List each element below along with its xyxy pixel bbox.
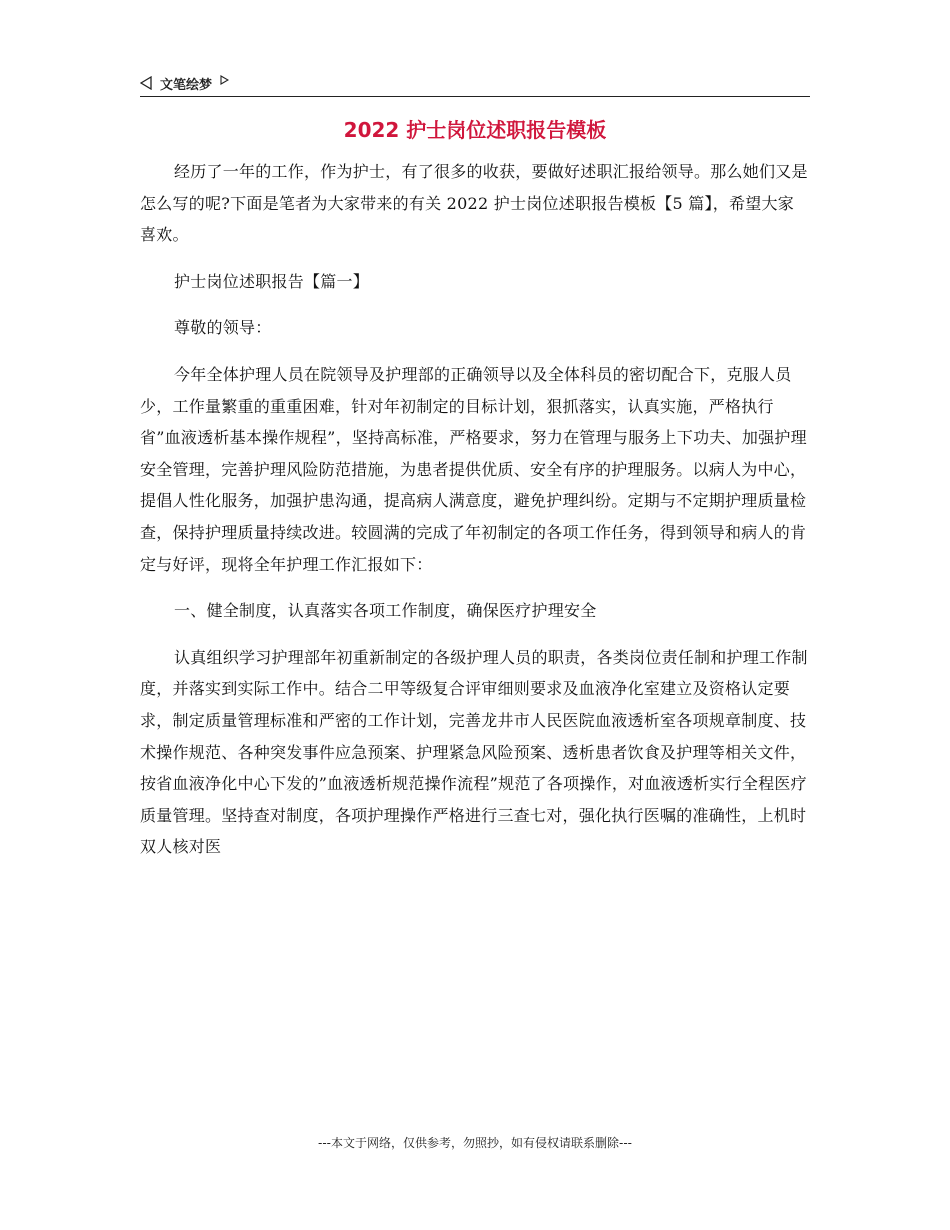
body-paragraph: 认真组织学习护理部年初重新制定的各级护理人员的职责，各类岗位责任制和护理工作制度，并落实到实际工作中。结合二甲等级复合评审细则要求及血液净化室建立及资格认定要求，制定质量管理标准和严密的工作计划，完善龙井市人民医院血液透析室各项规章制度、技术操作规范、各种突发事件应急预案、护理紧急风险预案、透析患者饮食及护理等相关文件，按省血液净化中心下发的”血液透析规范操作流程”规范了各项操作，对血液透析实行全程医疗质量管理。坚持查对制度，各项护理操作严格进行三查七对，强化执行医嘱的准确性，上机时双人核对医 [140,647,808,857]
document-body [140,156,810,863]
body-paragraph: 今年全体护理人员在院领导及护理部的正确领导以及全体科员的密切配合下，克服人员少，工作量繁重的重重困难，针对年初制定的目标计划，狠抓落实，认真实施，严格执行省”血液透析基本操作规程”，坚持高标准，严格要求，努力在管理与服务上下功夫、加强护理安全管理，完善护理风险防范措施，为患者提供优质、安全有序的护理服务。以病人为中心，提倡人性化服务，加强护患沟通，提高病人满意度，避免护理纠纷。定期与不定期护理质量检查，保持护理质量持续改进。较圆满的完成了年初制定的各项工作任务，得到领导和病人的肯定与好评，现将全年护理工作汇报如下： [140,364,807,574]
page-footer-disclaimer: ---本文于网络，仅供参考，勿照抄，如有侵权请联系删除--- [318,1136,632,1150]
subsection-heading: 一、健全制度，认真落实各项工作制度，确保医疗护理安全 [174,601,597,621]
document-title: 2022 护士岗位述职报告模板 [343,118,607,142]
salutation: 尊敬的领导： [174,318,272,338]
brand [140,72,229,94]
triangle-left-outline-icon [140,76,152,90]
page-header [140,70,810,97]
intro-paragraph: 经历了一年的工作，作为护士，有了很多的收获，要做好述职汇报给领导。那么她们又是怎么写的呢?下面是笔者为大家带来的有关 2022 护士岗位述职报告模板【5 篇】，希望大家喜欢。 [140,162,808,245]
brand-name: 文笔绘梦 [160,77,213,93]
section-heading: 护士岗位述职报告【篇一】 [174,271,370,291]
triangle-right-outline-icon [220,75,229,85]
